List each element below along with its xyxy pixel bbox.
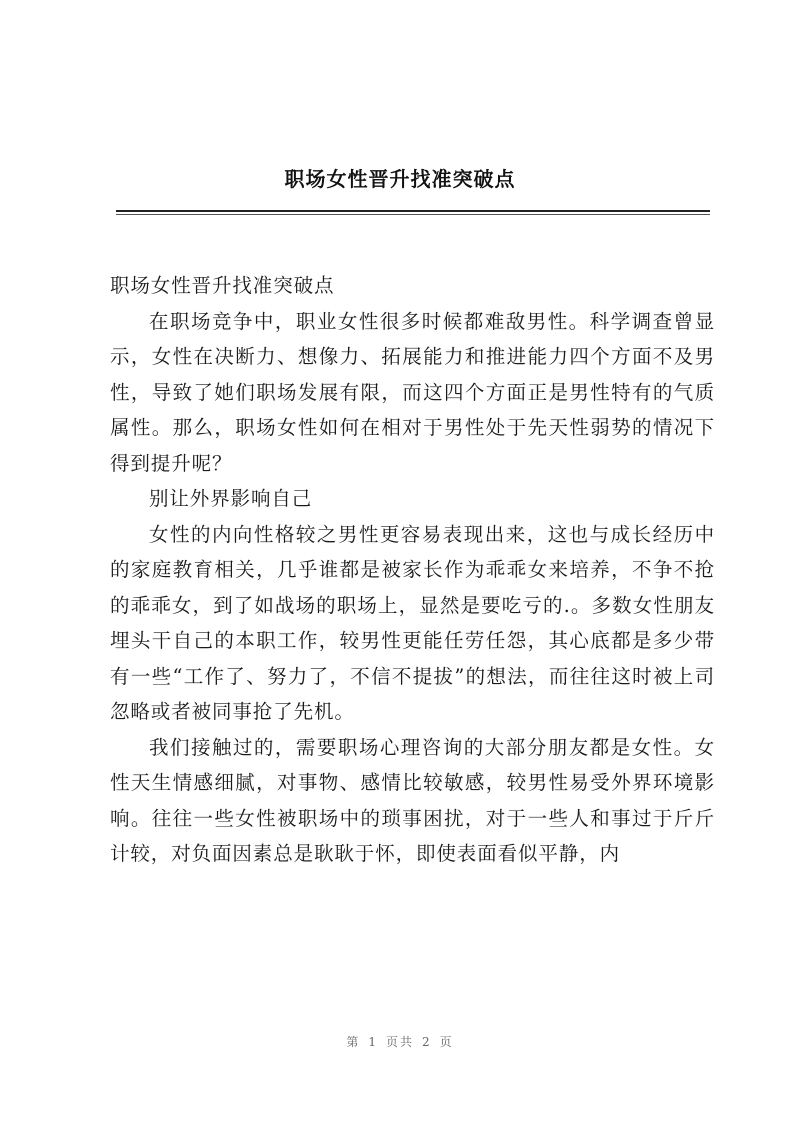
document-body [110, 268, 715, 872]
page-footer [0, 1033, 800, 1050]
title-divider-secondary [116, 214, 710, 215]
paragraph-introversion: 女性的内向性格较之男性更容易表现出来，这也与成长经历中的家庭教育相关，几乎谁都是被家长作为乖乖女来培养，不争不抢的乖乖女，到了如战场的职场上，显然是要吃亏的.。多数女性朋友埋头干自己的本职工作，较男性更能任劳任怨，其心底都是多少带有一些“工作了、努力了，不信不提拔”的想法，而往往这时被上司忽略或者被同事抢了先机。 [110, 522, 715, 723]
footer-label-page: 第 [346, 1035, 361, 1049]
footer-label-of: 页共 [385, 1035, 414, 1049]
paragraph-counseling: 我们接触过的，需要职场心理咨询的大部分朋友都是女性。女性天生情感细腻，对事物、感情比较敏感，较男性易受外界环境影响。往往一些女性被职场中的琐事困扰，对于一些人和事过于斤斤计较，对负面因素总是耿耿于怀，即使表面看似平静，内 [110, 735, 715, 865]
footer-current-page: 1 [368, 1035, 378, 1049]
footer-total-pages: 2 [422, 1035, 432, 1049]
paragraph-intro: 在职场竞争中，职业女性很多时候都难敌男性。科学调查曾显示，女性在决断力、想像力、拓展能力和推进能力四个方面不及男性，导致了她们职场发展有限，而这四个方面正是男性特有的气质属性。那么，职场女性如何在相对于男性处于先天性弱势的情况下得到提升呢？ [110, 309, 715, 475]
body-heading: 职场女性晋升找准突破点 [110, 274, 335, 297]
footer-label-end: 页 [439, 1035, 454, 1049]
document-title: 职场女性晋升找准突破点 [284, 167, 516, 191]
section-heading: 别让外界影响自己 [149, 487, 313, 510]
title-divider [116, 210, 710, 212]
